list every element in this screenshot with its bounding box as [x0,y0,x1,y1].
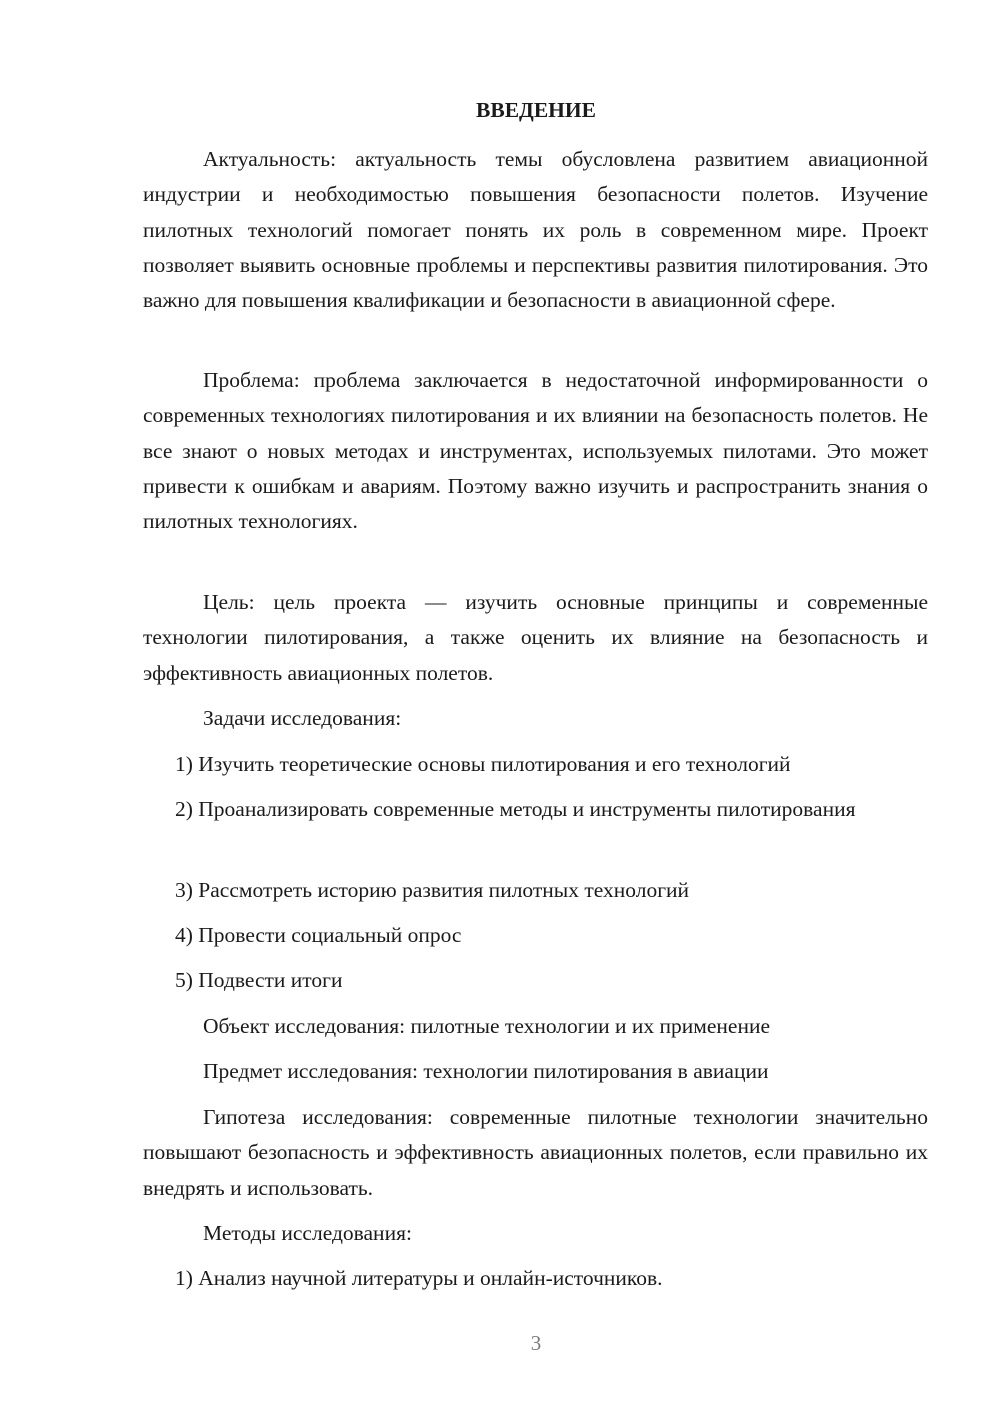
task-item [143,747,928,782]
hypothesis-paragraph [143,1100,928,1206]
method-item [143,1261,928,1296]
task-item-5: 5) Подвести итоги [175,968,343,992]
methods-title-text: Методы исследования: [203,1221,412,1245]
problem-text: Проблема: проблема заключается в недостаточной информированности о современных технологиях пилотирования и их влиянии на безопасность полетов. Не все знают о новых методах и инструментах, используемых пилотами. Это может привести к ошибкам и авариям. Поэтому важно изучить и распространить знания о пилотных технологиях. [143,368,928,534]
task-item-2: 2) Проанализировать современные методы и инструменты пилотирования [175,797,856,821]
methods-title [143,1216,928,1251]
goal-paragraph [143,585,928,691]
task-item [143,918,928,953]
task-item [143,963,928,998]
object-paragraph [143,1009,928,1044]
problem-paragraph [143,363,928,539]
task-item-4: 4) Провести социальный опрос [175,923,462,947]
page-title: ВВЕДЕНИЕ [476,98,596,122]
subject-paragraph [143,1054,928,1089]
hypothesis-text: Гипотеза исследования: современные пилотные технологии значительно повышают безопасность и эффективность авиационных полетов, если правильно их внедрять и использовать. [143,1105,928,1200]
tasks-title-text: Задачи исследования: [203,706,402,730]
relevance-paragraph [143,142,928,318]
object-text: Объект исследования: пилотные технологии и их применение [203,1014,771,1038]
task-item-3: 3) Рассмотреть историю развития пилотных технологий [175,878,690,902]
task-item [143,873,928,908]
task-item-1: 1) Изучить теоретические основы пилотирования и его технологий [175,752,791,776]
method-item-1: 1) Анализ научной литературы и онлайн-источников. [175,1266,663,1290]
goal-text: Цель: цель проекта — изучить основные принципы и современные технологии пилотирования, а также оценить их влияние на безопасность и эффективность авиационных полетов. [143,590,928,685]
subject-text: Предмет исследования: технологии пилотирования в авиации [203,1059,769,1083]
relevance-text: Актуальность: актуальность темы обусловлена развитием авиационной индустрии и необходимостью повышения безопасности полетов. Изучение пилотных технологий помогает понять их роль в современном мире. Проект позволяет выявить основные проблемы и перспективы развития пилотирования. Это важно для повышения квалификации и безопасности в авиационной сфере. [143,147,928,313]
tasks-title [143,701,928,736]
page-number: 3 [530,1331,542,1355]
task-item [143,792,928,827]
